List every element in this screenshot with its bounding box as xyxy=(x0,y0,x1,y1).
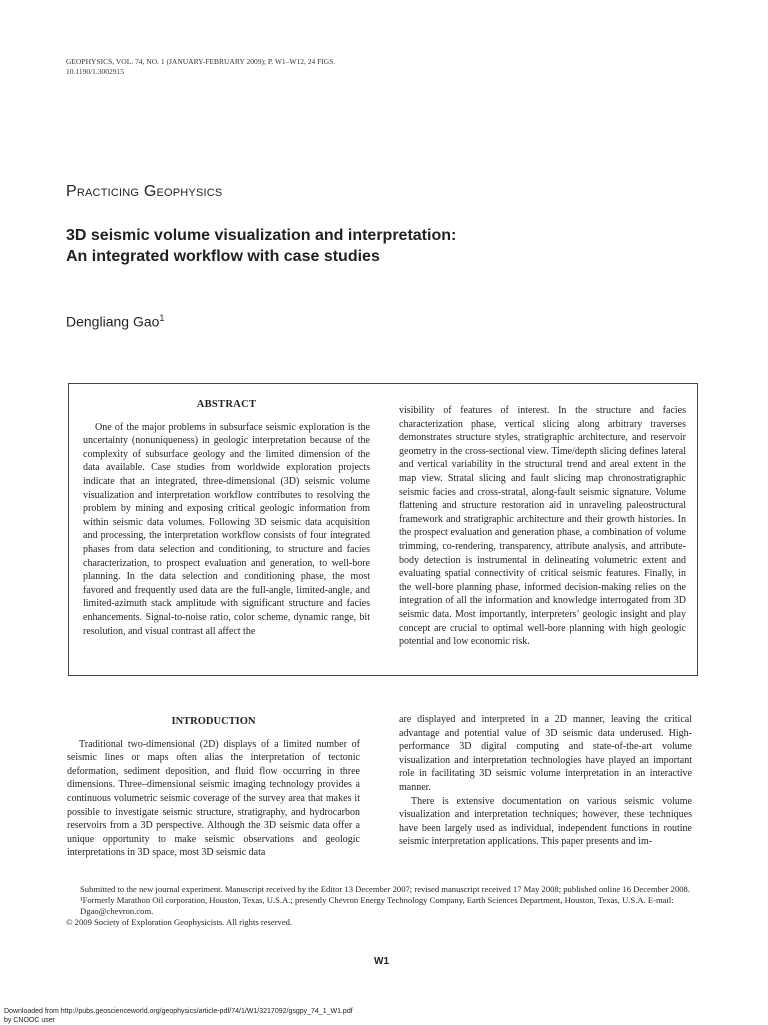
download-user: by CNOOC user xyxy=(4,1017,353,1025)
title-line-2: An integrated workflow with case studies xyxy=(66,246,626,267)
abstract-heading: ABSTRACT xyxy=(83,398,370,412)
introduction-text-left: Traditional two-dimensional (2D) displays of a limited number of seismic lines or maps often alias the interpretation of tectonic deformation, sediment deposition, and fluid flow occurring in three dimensions. Three–dimensional seismic imaging technology provides a continuous volumetric seismic coverage of the survey area that makes it possible to investigate seismic structure, stratigraphy, and hydrocarbon reservoirs from a 3D perspective. Although the 3D seismic data offer a unique opportunity to make seismic observations and geologic interpretations in 3D space, most 3D seismic data xyxy=(67,738,360,860)
abstract-right-column xyxy=(399,394,686,659)
body-right-column xyxy=(399,713,692,849)
copyright-note: © 2009 Society of Exploration Geophysicists. All rights reserved. xyxy=(66,917,702,928)
abstract-text-left: One of the major problems in subsurface seismic exploration is the uncertainty (nonuniqueness) in geologic interpretation because of the complexity of subsurface geology and the limited dimension of the data available. Case studies from worldwide exploration projects indicate that an integrated, three-dimensional (3D) seismic volume visualization and interpretation workflow contributes to resolving the problem by mining and exposing critical geologic information from within seismic data volumes. Following 3D seismic data acquisition and processing, the interpretation workflow consists of four integrated phases from data selection and conditioning, to structure and facies characterization, to prospect evaluation and generation, to well-bore planning. In the data selection and conditioning phase, the most favored and frequently used data are the full-angle, limited-angle, and limited-azimuth stack amplitude with significant structure and facies enhancements. Signal-to-noise ratio, color scheme, dynamic range, bit resolution, and visual contrast all affect the xyxy=(83,421,370,639)
article-title xyxy=(66,225,626,267)
affiliation-note: ¹Formerly Marathon Oil corporation, Houston, Texas, U.S.A.; presently Chevron Energy Technology Company, Earth Sciences Department, Houston, Texas, U.S.A. E-mail: Dgao@chevron.com. xyxy=(66,895,702,917)
author xyxy=(66,313,164,330)
introduction-heading: INTRODUCTION xyxy=(67,715,360,729)
introduction-text-right-2: There is extensive documentation on various seismic volume visualization and interpretation techniques; however, these techniques have been largely used as individual, independent functions in routine seismic interpretation applications. This paper presents and im- xyxy=(399,795,692,849)
journal-header xyxy=(66,57,335,76)
submission-note: Submitted to the new journal experiment. Manuscript received by the Editor 13 December 2007; revised manuscript received 17 May 2008; published online 16 December 2008. xyxy=(66,884,702,895)
author-footnote-marker: 1 xyxy=(159,313,164,323)
page-number: W1 xyxy=(374,956,389,967)
section-tag: Practicing Geophysics xyxy=(66,183,222,201)
doi: 10.1190/1.3002915 xyxy=(66,67,335,77)
title-line-1: 3D seismic volume visualization and interpretation: xyxy=(66,225,626,246)
introduction-text-right-1: are displayed and interpreted in a 2D manner, leaving the critical advantage and potential value of 3D seismic data underused. High-performance 3D digital computing and state-of-the-art volume visualization and interpretation technologies have played an important role in facilitating 3D seismic volume interpretation in an interactive manner. xyxy=(399,713,692,795)
body-left-column xyxy=(67,713,360,860)
footnotes xyxy=(66,884,702,928)
download-notice xyxy=(4,1008,353,1025)
abstract-box xyxy=(68,383,698,676)
author-name: Dengliang Gao xyxy=(66,314,159,330)
abstract-text-right: visibility of features of interest. In the structure and facies characterization phase, vertical slicing along arbitrary traverses demonstrates structure styles, stratigraphic architecture, and reservoir geometry in the cross-sectional view. Time/depth slicing defines lateral and vertical variability in the structural trend and areal extent in the map view. Stratal slicing and fault slicing map chronostratigraphic seismic facies and cross-stratal, along-fault seismic signature. Volume flattening and structure restoration aid in unraveling paleostructural framework and stratigraphic architecture and their growth histories. In the prospect evaluation and generation phase, a combination of volume trimming, co-rendering, transparency, attribute analysis, and attribute-body detection is instrumental in delineating volumetric extent and evaluating spatial connectivity of critical seismic features. Finally, in the well-bore planning phase, informed decision-making relies on the integration of all the information and knowledge interrogated from 3D seismic data. Most importantly, interpreters’ geologic insight and play concept are crucial to optimal well-bore planning with high geologic potential and low economic risk. xyxy=(399,404,686,649)
journal-citation: GEOPHYSICS, VOL. 74, NO. 1 (JANUARY-FEBRUARY 2009); P. W1–W12, 24 FIGS. xyxy=(66,57,335,67)
abstract-left-column xyxy=(83,394,370,638)
download-url: Downloaded from http://pubs.geoscienceworld.org/geophysics/article-pdf/74/1/W1/3217092/gsgpy_74_1_W1.pdf xyxy=(4,1008,353,1017)
